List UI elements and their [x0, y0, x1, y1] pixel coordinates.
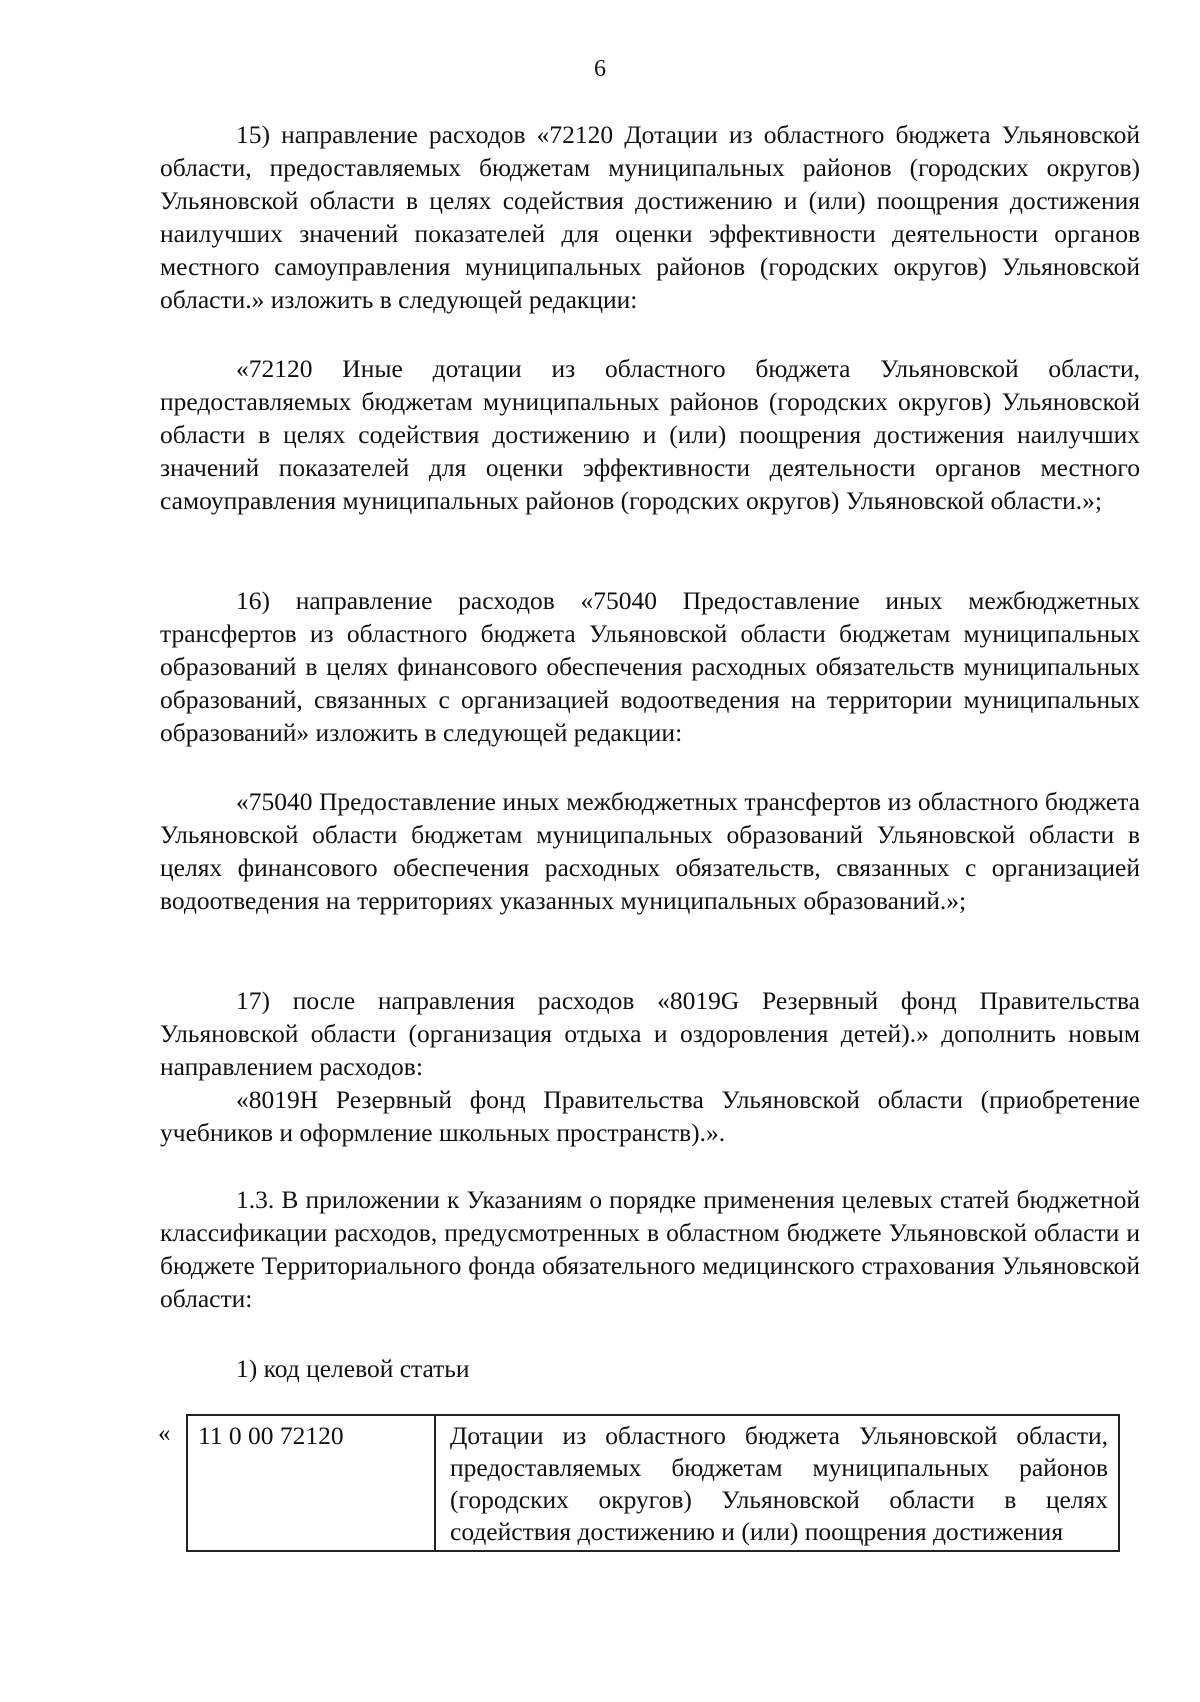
item-15-intro: 15) направление расходов «72120 Дотации из областного бюджета Ульяновской области, предоставляемых бюджетам муниципальных районов (городских округов) Ульяновской области в целях содействия достижению и (или) поощрения достижения наилучших значений показателей для оценки эффективности деятельности органов местного самоуправления муниципальных районов (городских округов) Ульяновской области.» изложить в следующей редакции:: [160, 120, 1140, 314]
item-15-quote: «72120 Иные дотации из областного бюджета Ульяновской области, предоставляемых бюджетам муниципальных районов (городских округов) Ульяновской области в целях содействия достижению и (или) поощрения достижения наилучших значений показателей для оценки эффективности деятельности органов местного самоуправления муниципальных районов (городских округов) Ульяновской области.»;: [160, 354, 1140, 515]
item-17-intro: 17) после направления расходов «8019G Резервный фонд Правительства Ульяновской области (организация отдыха и оздоровления детей).» дополнить новым направлением расходов:: [160, 986, 1140, 1081]
section-1-3: 1.3. В приложении к Указаниям о порядке применения целевых статей бюджетной классификации расходов, предусмотренных в областном бюджете Ульяновской области и бюджете Территориального фонда обязательного медицинского страхования Ульяновской области:: [160, 1185, 1140, 1313]
item-16-intro: 16) направление расходов «75040 Предоставление иных межбюджетных трансфертов из областного бюджета Ульяновской области бюджетам муниципальных образований в целях финансового обеспечения расходных обязательств муниципальных образований, связанных с организацией водоотведения на территории муниципальных образований» изложить в следующей редакции:: [160, 586, 1140, 747]
item-17-quote: «8019H Резервный фонд Правительства Ульяновской области (приобретение учебников и оформление школьных пространств).».: [160, 1085, 1140, 1147]
subitem-1: 1) код целевой статьи: [236, 1354, 470, 1383]
page-number: 6: [594, 56, 606, 82]
table-row: [187, 1415, 1119, 1551]
target-description-cell: Дотации из областного бюджета Ульяновской области, предоставляемых бюджетам муниципальных районов (городских округов) Ульяновской области в целях содействия достижению и (или) поощрения достижения: [435, 1415, 1119, 1551]
target-code-cell: 11 0 00 72120: [187, 1415, 435, 1551]
target-code-table: [186, 1414, 1120, 1552]
table-open-quote: «: [158, 1420, 171, 1447]
item-16-quote: «75040 Предоставление иных межбюджетных трансфертов из областного бюджета Ульяновской области бюджетам муниципальных образований Ульяновской области в целях финансового обеспечения расходных обязательств, связанных с организацией водоотведения на территориях указанных муниципальных образований.»;: [160, 787, 1140, 915]
